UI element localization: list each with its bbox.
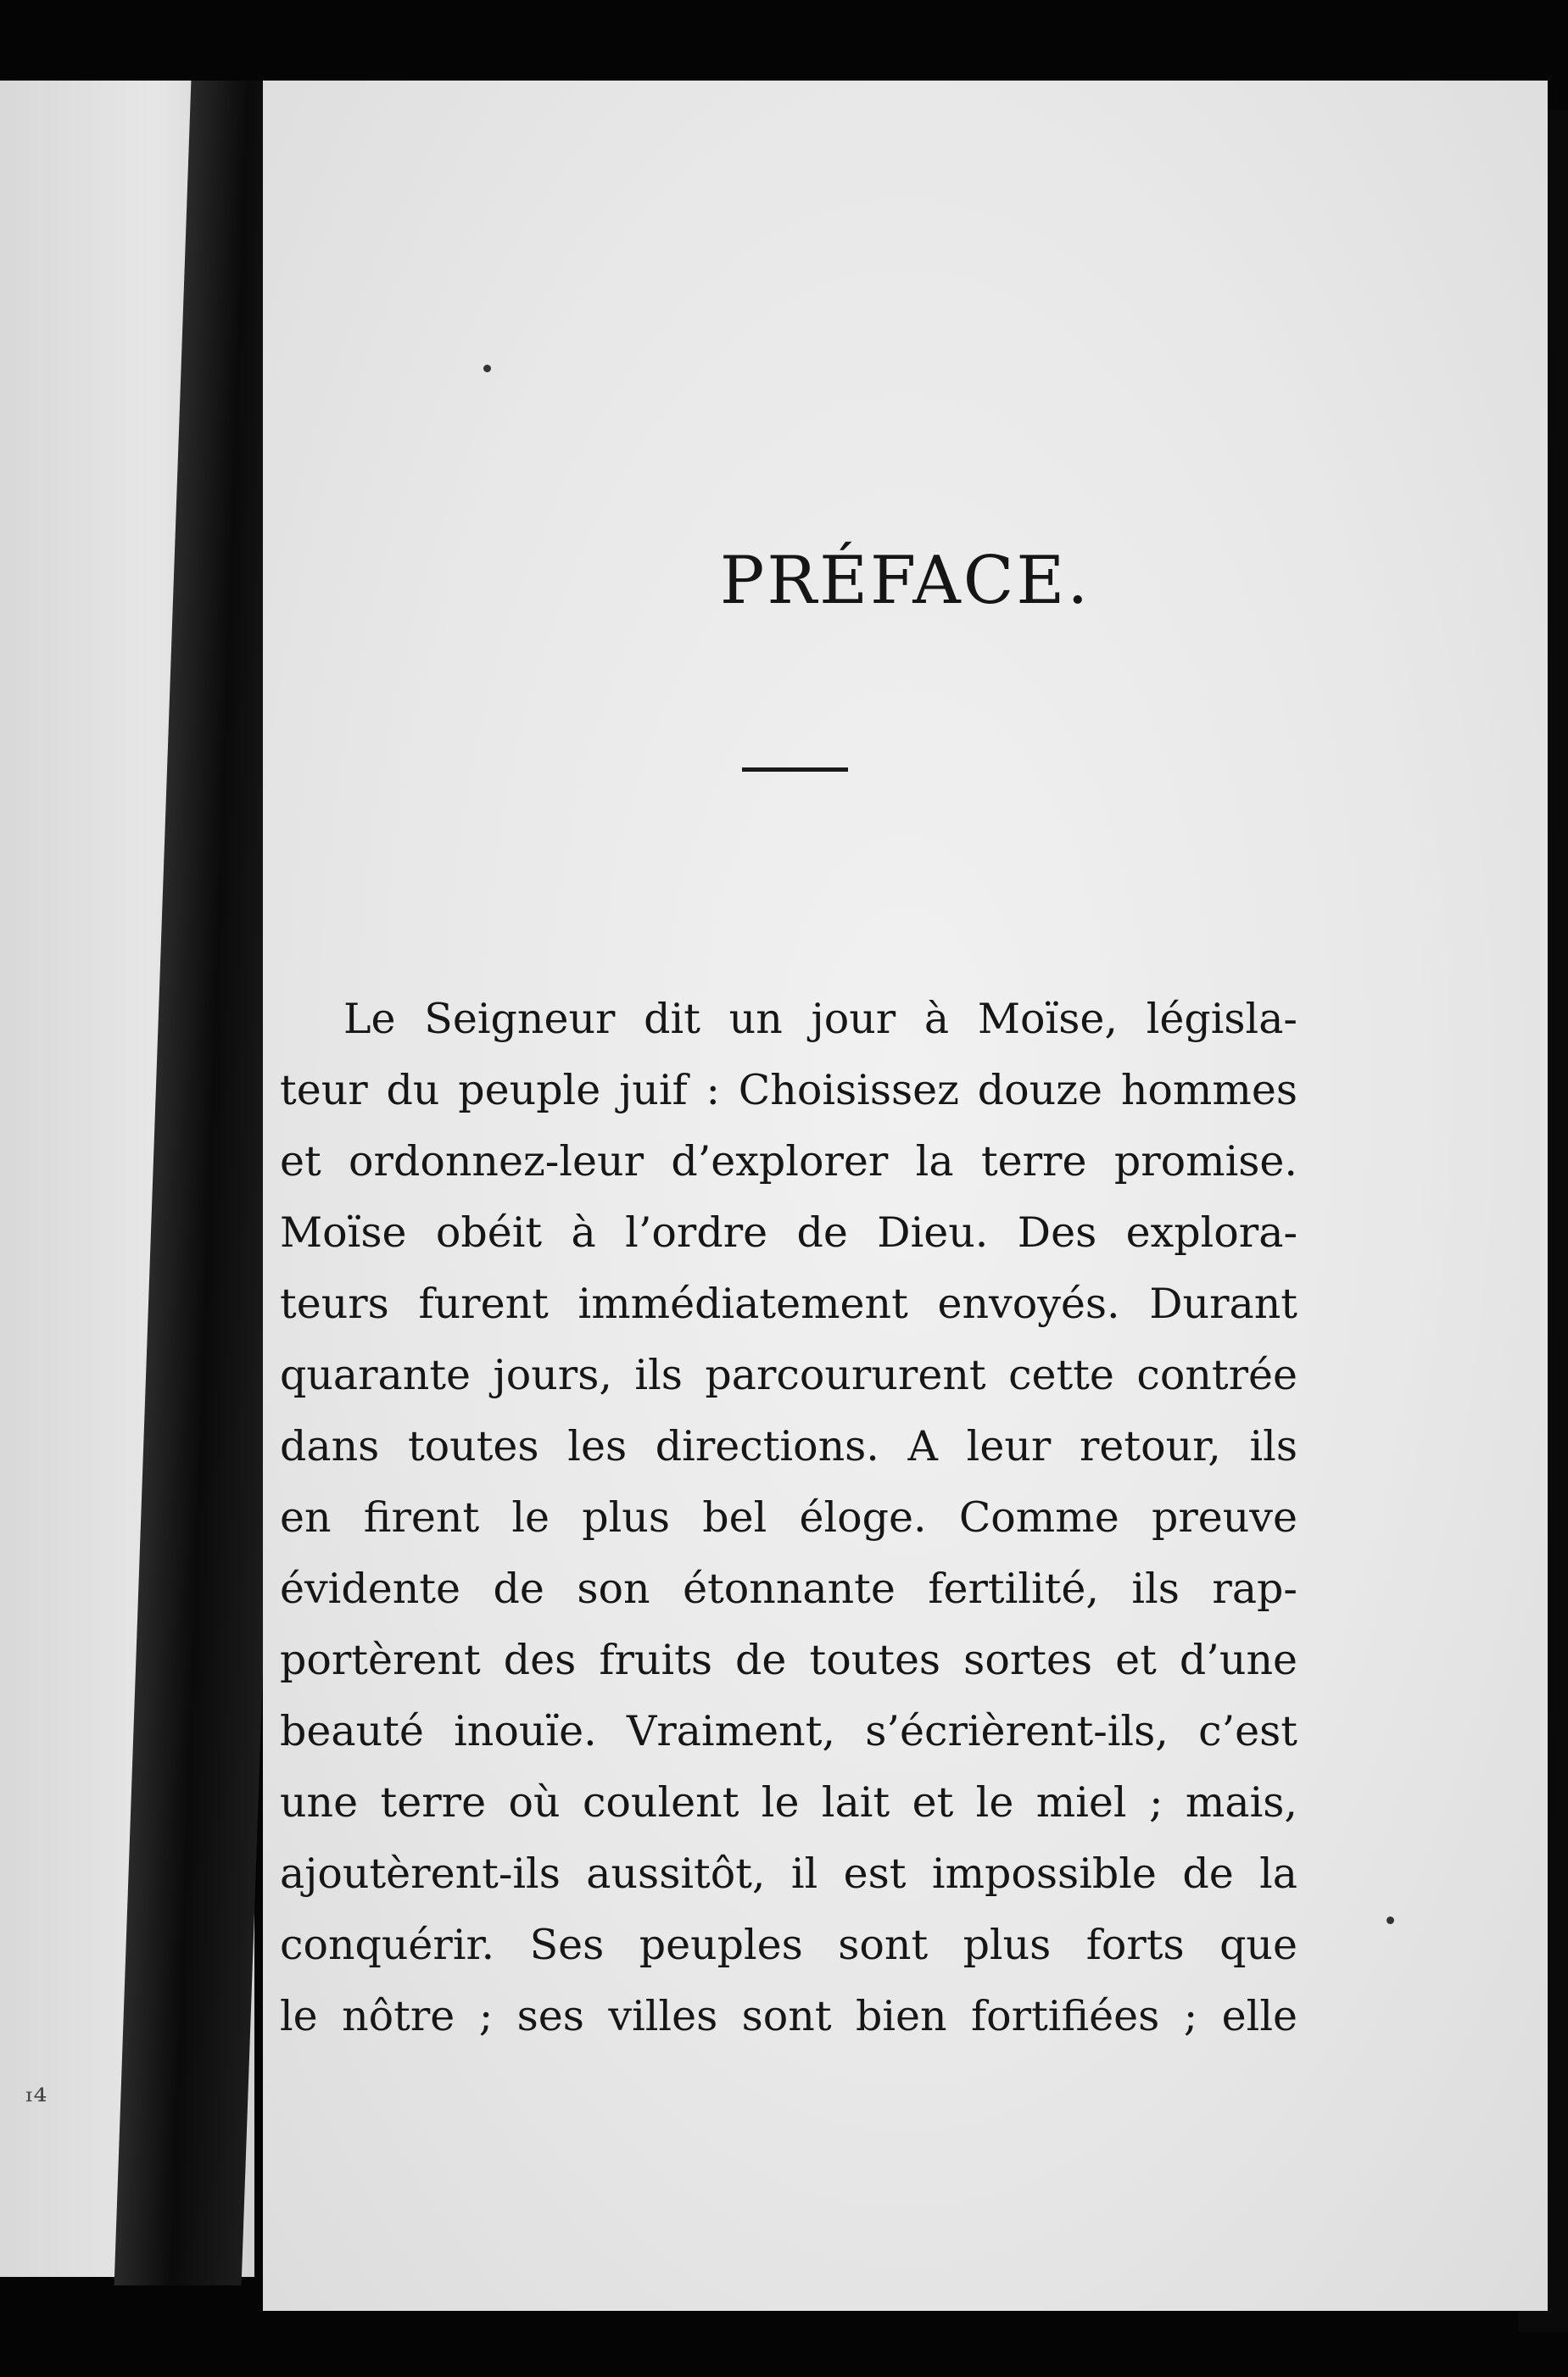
text-line: ajoutèrent-ils aussitôt, il est impossible de la <box>280 1850 1297 1898</box>
text-line: Le Seigneur dit un jour à Moïse, législa- <box>343 995 1297 1043</box>
title-divider <box>742 767 848 772</box>
text-line: Moïse obéit à l’ordre de Dieu. Des explora- <box>280 1208 1297 1257</box>
page-title: PRÉFACE. <box>719 543 1091 619</box>
text-line: portèrent des fruits de toutes sortes et d’une <box>280 1636 1297 1684</box>
scan-speck <box>483 365 491 372</box>
text-line: conquérir. Ses peuples sont plus forts que <box>280 1921 1297 1969</box>
text-line: quarante jours, ils parcoururent cette contrée <box>280 1351 1297 1399</box>
margin-mark: ᶦ⁴ <box>25 2082 47 2121</box>
text-line: teur du peuple juif : Choisissez douze hommes <box>280 1066 1297 1114</box>
text-line: en firent le plus bel éloge. Comme preuve <box>280 1493 1297 1542</box>
text-line: beauté inouïe. Vraiment, s’écrièrent-ils, c’est <box>280 1707 1297 1755</box>
text-line: teurs furent immédiatement envoyés. Durant <box>280 1280 1297 1328</box>
book-page <box>263 81 1548 2311</box>
text-line: évidente de son étonnante fertilité, ils rap- <box>280 1565 1297 1613</box>
text-line: une terre où coulent le lait et le miel ; mais, <box>280 1778 1297 1827</box>
text-line: dans toutes les directions. A leur retour, ils <box>280 1422 1297 1470</box>
preface-body <box>280 984 1297 2052</box>
text-line: et ordonnez-leur d’explorer la terre promise. <box>280 1137 1297 1186</box>
text-line: le nôtre ; ses villes sont bien fortifiées ; elle <box>280 1992 1297 2040</box>
scan-speck <box>1387 1917 1394 1924</box>
